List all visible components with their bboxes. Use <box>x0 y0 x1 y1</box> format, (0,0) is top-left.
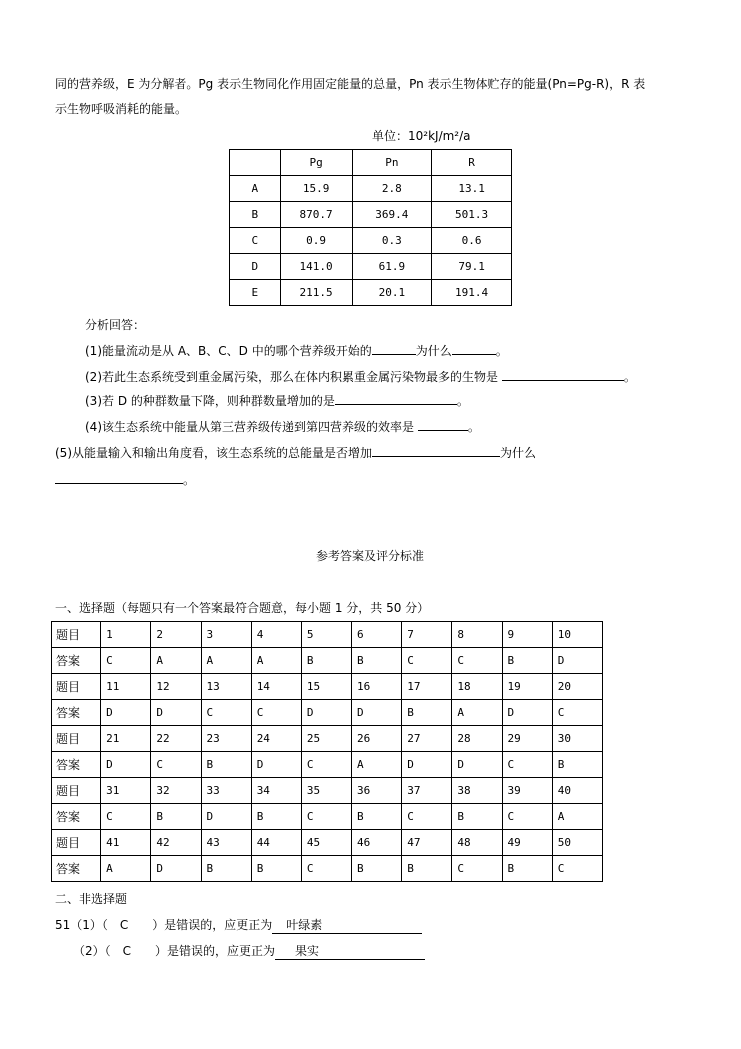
column-header <box>230 150 281 176</box>
question-number: 3 <box>201 622 251 648</box>
table-cell: 79.1 <box>432 254 512 280</box>
answer-letter: B <box>151 804 201 830</box>
question-number-row <box>52 830 603 856</box>
answer-letter: C <box>502 752 552 778</box>
table-cell: 211.5 <box>280 280 352 306</box>
question-2-text: (2)若此生态系统受到重金属污染，那么在体内积累重金属污染物最多的生物是 <box>85 370 502 384</box>
question-4-text: (4)该生态系统中能量从第三营养级传递到第四营养级的效率是 <box>85 420 418 434</box>
answer-letter: D <box>352 700 402 726</box>
row-label: 题目 <box>52 622 101 648</box>
answer-row <box>52 804 603 830</box>
answer-letter: A <box>201 648 251 674</box>
question-number: 50 <box>552 830 602 856</box>
row-label: 答案 <box>52 804 101 830</box>
table-row <box>230 176 512 202</box>
answer-row <box>52 856 603 882</box>
table-cell: 2.8 <box>352 176 432 202</box>
question-51-1-text: 51（1）（ C ）是错误的，应更正为 <box>55 918 273 932</box>
question-number: 19 <box>502 674 552 700</box>
row-label: 答案 <box>52 648 101 674</box>
row-label: B <box>230 202 281 228</box>
answer-letter: D <box>402 752 452 778</box>
question-4 <box>85 418 480 435</box>
answer-letter: A <box>452 700 502 726</box>
table-cell: 141.0 <box>280 254 352 280</box>
section-2-heading: 二、非选择题 <box>55 892 128 906</box>
table-cell: 369.4 <box>352 202 432 228</box>
question-number: 46 <box>352 830 402 856</box>
table-cell: 20.1 <box>352 280 432 306</box>
answer-letter: D <box>101 752 151 778</box>
question-3-text: (3)若 D 的种群数量下降，则种群数量增加的是 <box>85 394 335 408</box>
question-number: 31 <box>101 778 151 804</box>
row-label: 题目 <box>52 778 101 804</box>
analysis-heading: 分析回答： <box>85 318 146 332</box>
answer-blank <box>335 392 457 405</box>
question-number: 8 <box>452 622 502 648</box>
row-label: 题目 <box>52 726 101 752</box>
question-number: 39 <box>502 778 552 804</box>
question-number-row <box>52 778 603 804</box>
unit-label: 单位：10²kJ/m²/a <box>372 129 471 143</box>
column-header: Pg <box>280 150 352 176</box>
question-number: 40 <box>552 778 602 804</box>
row-label: 答案 <box>52 856 101 882</box>
question-number: 24 <box>251 726 301 752</box>
question-number: 18 <box>452 674 502 700</box>
question-number: 7 <box>402 622 452 648</box>
question-number: 42 <box>151 830 201 856</box>
answer-letter: C <box>301 752 351 778</box>
answer-letter: D <box>201 804 251 830</box>
question-number: 33 <box>201 778 251 804</box>
question-number: 41 <box>101 830 151 856</box>
answer-letter: B <box>201 752 251 778</box>
row-label: 答案 <box>52 752 101 778</box>
question-51-1 <box>55 917 422 934</box>
answer-letter: B <box>502 856 552 882</box>
question-number: 6 <box>352 622 402 648</box>
row-label: E <box>230 280 281 306</box>
question-number: 44 <box>251 830 301 856</box>
answer-letter: C <box>552 856 602 882</box>
answer-blank <box>418 418 468 431</box>
answer-letter: A <box>251 648 301 674</box>
question-5-line-2 <box>55 471 195 488</box>
answer-letter: B <box>352 804 402 830</box>
answer-letter: D <box>101 700 151 726</box>
energy-table-header-row <box>230 150 512 176</box>
answer-blank <box>55 471 183 484</box>
answer-letter: C <box>301 804 351 830</box>
answer-blank <box>372 444 500 457</box>
table-cell: 15.9 <box>280 176 352 202</box>
answer-letter: A <box>552 804 602 830</box>
answer-letter: D <box>251 752 301 778</box>
question-number: 25 <box>301 726 351 752</box>
answer-letter: C <box>301 856 351 882</box>
answer-letter: C <box>101 648 151 674</box>
period: 。 <box>623 370 636 384</box>
table-cell: 191.4 <box>432 280 512 306</box>
table-row <box>230 280 512 306</box>
answer-letter: C <box>101 804 151 830</box>
question-number: 45 <box>301 830 351 856</box>
column-header: R <box>432 150 512 176</box>
question-number: 14 <box>251 674 301 700</box>
question-number: 13 <box>201 674 251 700</box>
question-number: 28 <box>452 726 502 752</box>
question-2 <box>85 368 636 385</box>
answer-letter: B <box>402 856 452 882</box>
answer-letter: C <box>552 700 602 726</box>
answer-letter: B <box>301 648 351 674</box>
answer-letter: B <box>452 804 502 830</box>
question-number: 35 <box>301 778 351 804</box>
question-51-2 <box>73 943 425 960</box>
question-number: 21 <box>101 726 151 752</box>
intro-line-1: 同的营养级，E 为分解者。Pg 表示生物同化作用固定能量的总量，Pn 表示生物体贮存的能量(Pn=Pg-R)，R 表 <box>55 77 646 91</box>
question-5 <box>55 444 536 461</box>
table-cell: 0.9 <box>280 228 352 254</box>
question-number: 48 <box>452 830 502 856</box>
answer-letter: B <box>402 700 452 726</box>
answer-letter: D <box>151 856 201 882</box>
question-number: 36 <box>352 778 402 804</box>
question-number: 4 <box>251 622 301 648</box>
table-cell: 870.7 <box>280 202 352 228</box>
answer-letter: B <box>251 804 301 830</box>
section-1-heading: 一、选择题（每题只有一个答案最符合题意，每小题 1 分，共 50 分） <box>55 601 430 615</box>
question-1 <box>85 342 508 359</box>
question-number-row <box>52 726 603 752</box>
answer-blank <box>452 342 496 355</box>
answer-blank <box>372 342 416 355</box>
answer-letter: B <box>352 856 402 882</box>
table-cell: 501.3 <box>432 202 512 228</box>
question-number: 47 <box>402 830 452 856</box>
question-number: 16 <box>352 674 402 700</box>
answer-letter: A <box>151 648 201 674</box>
row-label: D <box>230 254 281 280</box>
answer-letter: C <box>251 700 301 726</box>
question-1-why: 为什么 <box>415 344 452 358</box>
row-label: C <box>230 228 281 254</box>
question-number: 38 <box>452 778 502 804</box>
question-number: 9 <box>502 622 552 648</box>
question-number: 34 <box>251 778 301 804</box>
question-number: 23 <box>201 726 251 752</box>
answer-letter: B <box>502 648 552 674</box>
question-51-2-answer: 果实 <box>275 943 425 960</box>
period: 。 <box>183 473 196 487</box>
table-cell: 13.1 <box>432 176 512 202</box>
question-number: 20 <box>552 674 602 700</box>
question-number: 10 <box>552 622 602 648</box>
answer-letter: A <box>352 752 402 778</box>
question-51-2-text: （2）（ C ）是错误的，应更正为 <box>73 944 276 958</box>
answer-letter: D <box>452 752 502 778</box>
question-number: 17 <box>402 674 452 700</box>
answer-letter: C <box>402 804 452 830</box>
answer-letter: C <box>151 752 201 778</box>
answer-letter: A <box>101 856 151 882</box>
period: 。 <box>467 420 480 434</box>
answer-row <box>52 752 603 778</box>
row-label: 题目 <box>52 830 101 856</box>
question-number: 27 <box>402 726 452 752</box>
question-number: 1 <box>101 622 151 648</box>
answer-letter: C <box>452 856 502 882</box>
period: 。 <box>495 344 508 358</box>
question-number: 37 <box>402 778 452 804</box>
answer-blank <box>502 368 624 381</box>
question-number: 2 <box>151 622 201 648</box>
answer-letter: B <box>552 752 602 778</box>
row-label: 答案 <box>52 700 101 726</box>
answer-letter: B <box>352 648 402 674</box>
period: 。 <box>456 394 469 408</box>
answer-letter: D <box>552 648 602 674</box>
table-cell: 0.6 <box>432 228 512 254</box>
question-number: 32 <box>151 778 201 804</box>
table-row <box>230 202 512 228</box>
question-3 <box>85 392 469 409</box>
answers-title: 参考答案及评分标准 <box>316 549 425 563</box>
answer-table <box>51 621 603 882</box>
question-number: 15 <box>301 674 351 700</box>
question-number: 43 <box>201 830 251 856</box>
question-number-row <box>52 674 603 700</box>
answer-letter: C <box>201 700 251 726</box>
question-number: 22 <box>151 726 201 752</box>
question-number: 30 <box>552 726 602 752</box>
energy-table <box>229 149 512 306</box>
question-number-row <box>52 622 603 648</box>
question-number: 49 <box>502 830 552 856</box>
question-number: 5 <box>301 622 351 648</box>
question-1-text: (1)能量流动是从 A、B、C、D 中的哪个营养级开始的 <box>85 344 372 358</box>
question-51-1-answer: 叶绿素 <box>272 917 422 934</box>
answer-letter: D <box>301 700 351 726</box>
answer-row <box>52 700 603 726</box>
question-number: 29 <box>502 726 552 752</box>
answer-letter: B <box>251 856 301 882</box>
question-number: 26 <box>352 726 402 752</box>
table-row <box>230 254 512 280</box>
question-5-text: (5)从能量输入和输出角度看，该生态系统的总能量是否增加 <box>55 446 373 460</box>
answer-letter: C <box>402 648 452 674</box>
table-cell: 0.3 <box>352 228 432 254</box>
table-cell: 61.9 <box>352 254 432 280</box>
row-label: 题目 <box>52 674 101 700</box>
answer-letter: D <box>151 700 201 726</box>
column-header: Pn <box>352 150 432 176</box>
answer-row <box>52 648 603 674</box>
answer-letter: B <box>201 856 251 882</box>
row-label: A <box>230 176 281 202</box>
answer-letter: D <box>502 700 552 726</box>
table-row <box>230 228 512 254</box>
answer-letter: C <box>502 804 552 830</box>
question-number: 12 <box>151 674 201 700</box>
question-number: 11 <box>101 674 151 700</box>
answer-letter: C <box>452 648 502 674</box>
question-5-why: 为什么 <box>500 446 537 460</box>
intro-line-2: 示生物呼吸消耗的能量。 <box>55 102 188 116</box>
